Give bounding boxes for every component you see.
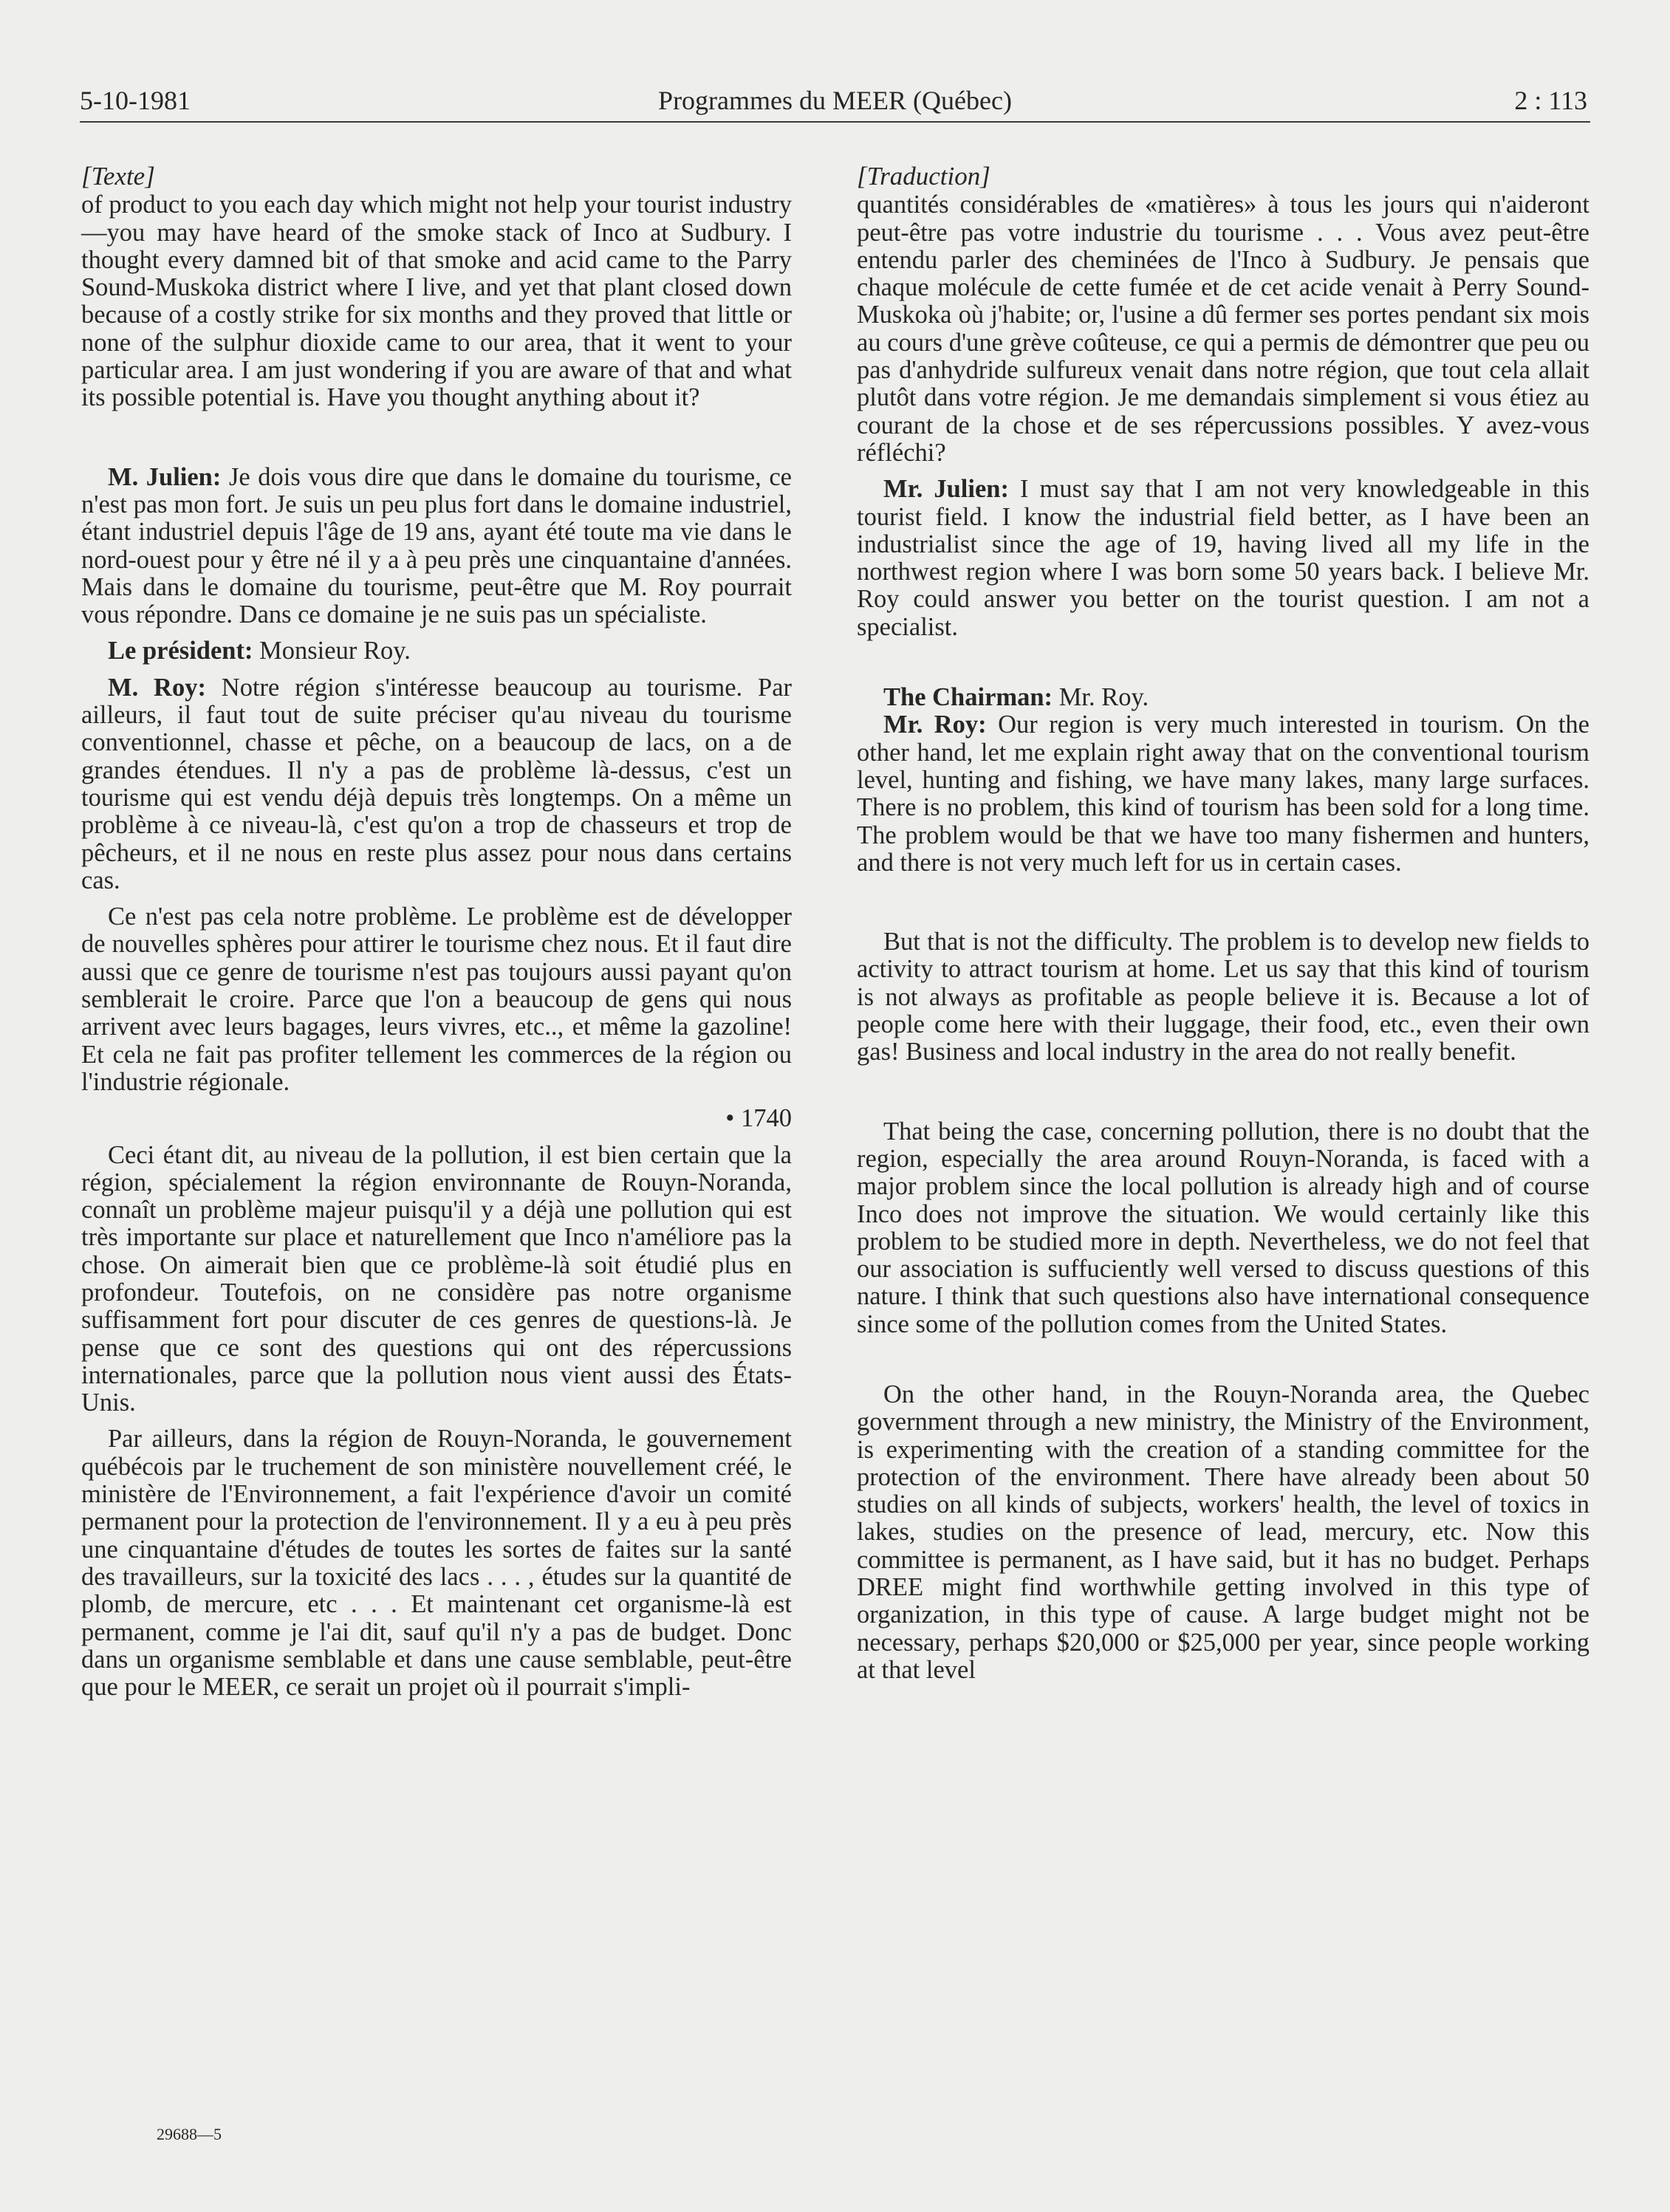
right-paragraph-that: That being the case, concerning pollution, there is no doubt that the region, especially the area around Rouyn-Noranda, is faced with a major problem since the local pollution is already high and of course Inco does not improve the situation. We would certainly like this problem to be studied more in depth. Nevertheless, we do not feel that our association is suffuciently well versed to discuss questions of this nature. I think that such questions also have international consequence since some of the pollution comes from the United States. <box>857 1117 1589 1338</box>
left-column-french <box>81 162 792 1701</box>
right-paragraph-but: But that is not the difficulty. The problem is to develop new fields to activity to attract tourism at home. Let us say that this kind of tourism is not always as profitable as people believe it is. Because a lot of people come here with their luggage, their food, etc., even their own gas! Business and local industry in the area do not really benefit. <box>857 928 1589 1066</box>
right-chairman-speaker: The Chairman: <box>883 683 1053 712</box>
left-paragraph-ce: Ce n'est pas cela notre problème. Le problème est de développer de nouvelles sphères pour attirer le tourisme chez nous. Et il faut dire aussi que ce genre de tourisme n'est pas toujours aussi payant qu'on semblerait le croire. Parce que l'on a beaucoup de gens qui nous arrivent avec leurs bagages, leurs vivres, etc.., et même la gazoline! Et cela ne fait pas profiter tellement les commerces de la région ou l'industrie régionale. <box>81 903 792 1096</box>
left-president-text: Monsieur Roy. <box>259 637 411 665</box>
right-roy-text: Our region is very much interested in tourism. On the other hand, let me explain right away that on the conventional tourism level, hunting and fishing, we have many lakes, many large surfaces. There is no problem, this kind of tourism has been sold for a long time. The problem would be that we have too many fishermen and hunters, and there is not very much left for us in certain cases. <box>857 710 1589 877</box>
left-paragraph-1: of product to you each day which might not help your tourist industry—you may have heard of the smoke stack of Inco at Sudbury. I thought every damned bit of that smoke and acid came to the Parry Sound-Muskoka district where I live, and yet that plant closed down because of a costly strike for six months and they proved that little or none of the sulphur dioxide came to our area, that it went to your particular area. I am just wondering if you are aware of that and what its possible potential is. Have you thought anything about it? <box>81 191 793 412</box>
right-chairman-text: Mr. Roy. <box>1058 683 1149 712</box>
right-julien-paragraph <box>857 476 1589 641</box>
left-paragraph-par: Par ailleurs, dans la région de Rouyn-Noranda, le gouvernement québécois par le truchement de son ministère nouvellement créé, le ministère de l'Environnement, a fait l'expérience d'avoir un comité permanent pour la protection de l'environnement. Il y a eu à peu près une cinquantaine d'études de toutes les sortes de faites sur la santé des travailleurs, sur la toxicité des lacs . . . , études sur la quantité de plomb, de mercure, etc . . . Et maintenant cet organisme-là est permanent, comme je l'ai dit, sauf qu'il n'y a pas de budget. Donc dans un organisme semblable et dans une cause semblable, peut-être que pour le MEER, ce serait un projet où il pourrait s'impli- <box>81 1425 792 1702</box>
left-julien-speaker: M. Julien: <box>108 462 222 491</box>
left-julien-text: Je dois vous dire que dans le domaine du tourisme, ce n'est pas mon fort. Je suis un peu plus fort dans le domaine industriel, étant industriel depuis l'âge de 19 ans, ayant été toute ma vie dans le nord-ouest pour y être né il y a à peu près une cinquantaine d'années. Mais dans le domaine du tourisme, peut-être que M. Roy pourrait vous répondre. Dans ce domaine je ne suis pas un spécialiste. <box>81 462 793 629</box>
right-paragraph-other: On the other hand, in the Rouyn-Noranda area, the Quebec government through a new ministry, the Ministry of the Environment, is experimenting with the creation of a standing committee for the protection of the environment. There have already been about 50 studies on all kinds of subjects, workers' health, the level of toxics in lakes, studies on the presence of lead, mercury, etc. Now this committee is permanent, as I have said, but it has no budget. Perhaps DREE might find worthwhile getting involved in this type of organization, in this type of cause. A large budget might not be necessary, perhaps $20,000 or $25,000 per year, since people working at that level <box>857 1380 1589 1684</box>
left-paragraph-ceci: Ceci étant dit, au niveau de la pollution, il est bien certain que la région, spécialement la région environnante de Rouyn-Noranda, connaît un problème majeur puisqu'il y a déjà une pollution qui est très importante sur place et naturellement que Inco n'améliore pas la chose. On aimerait bien que ce problème-là soit étudié plus en profondeur. Toutefois, on ne considère pas notre organisme suffisamment fort pour discuter de ces genres de questions-là. Je pense que ce sont des questions qui ont des répercussions internationales, parce que la pollution nous vient aussi des États-Unis. <box>81 1140 792 1417</box>
left-roy-text: Notre région s'intéresse beaucoup au tourisme. Par ailleurs, il faut tout de suite préciser qu'au niveau du tourisme conventionnel, chasse et pêche, on a beaucoup de lacs, on a de grandes étendues. Il n'y a pas de problème là-dessus, c'est un tourisme qui est vendu déjà depuis très longtemps. On a même un problème à ce niveau-là, c'est qu'on a trop de chasseurs et trop de pêcheurs, et il ne nous en reste plus assez pour nous dans certains cas. <box>81 673 792 894</box>
left-column-label: [Texte] <box>81 162 155 191</box>
right-column-label: [Traduction] <box>857 162 990 191</box>
left-president-speaker: Le président: <box>108 637 253 665</box>
right-paragraph-1: quantités considérables de «matières» à tous les jours qui n'aideront peut-être pas votre industrie du tourisme . . . Vous avez peut-être entendu parler des cheminées de l'Inco à Sudbury. Je pensais que chaque molécule de cette fumée et de cet acide venait à Perry Sound-Muskoka où j'habite; or, l'usine a dû fermer ses portes pendant six mois au cours d'une grève coûteuse, ce qui a permis de démontrer que peu ou pas d'anhydride sulfureux venait dans notre région, que tout cela allait plutôt dans votre région. Je me demandais simplement si vous étiez au courant de la chose et de ses répercussions possibles. Y avez-vous réfléchi? <box>857 191 1589 467</box>
right-roy-speaker: Mr. Roy: <box>883 710 987 739</box>
left-julien-paragraph <box>81 464 792 629</box>
header-page-number: 2 : 113 <box>1514 86 1587 115</box>
time-marker: • 1740 <box>725 1104 792 1133</box>
left-president-paragraph <box>81 637 792 665</box>
header-title: Programmes du MEER (Québec) <box>658 86 1012 115</box>
header-rule <box>80 121 1590 123</box>
header-date: 5-10-1981 <box>80 86 191 115</box>
right-julien-speaker: Mr. Julien: <box>883 475 1009 504</box>
page-header <box>80 81 1590 120</box>
left-roy-paragraph <box>81 674 792 894</box>
right-julien-text: I must say that I am not very knowledgeable in this tourist field. I know the industrial field better, as I have been an industrialist since the age of 19, having lived all my life in the northwest region where I was born some 50 years back. I believe Mr. Roy could answer you better on the tourist question. I am not a specialist. <box>857 475 1590 641</box>
right-column-english <box>857 162 1589 1684</box>
right-chairman-paragraph <box>857 684 1589 711</box>
right-roy-paragraph <box>857 711 1589 877</box>
left-roy-speaker: M. Roy: <box>108 673 206 702</box>
footer-code: 29688—5 <box>157 2125 222 2143</box>
